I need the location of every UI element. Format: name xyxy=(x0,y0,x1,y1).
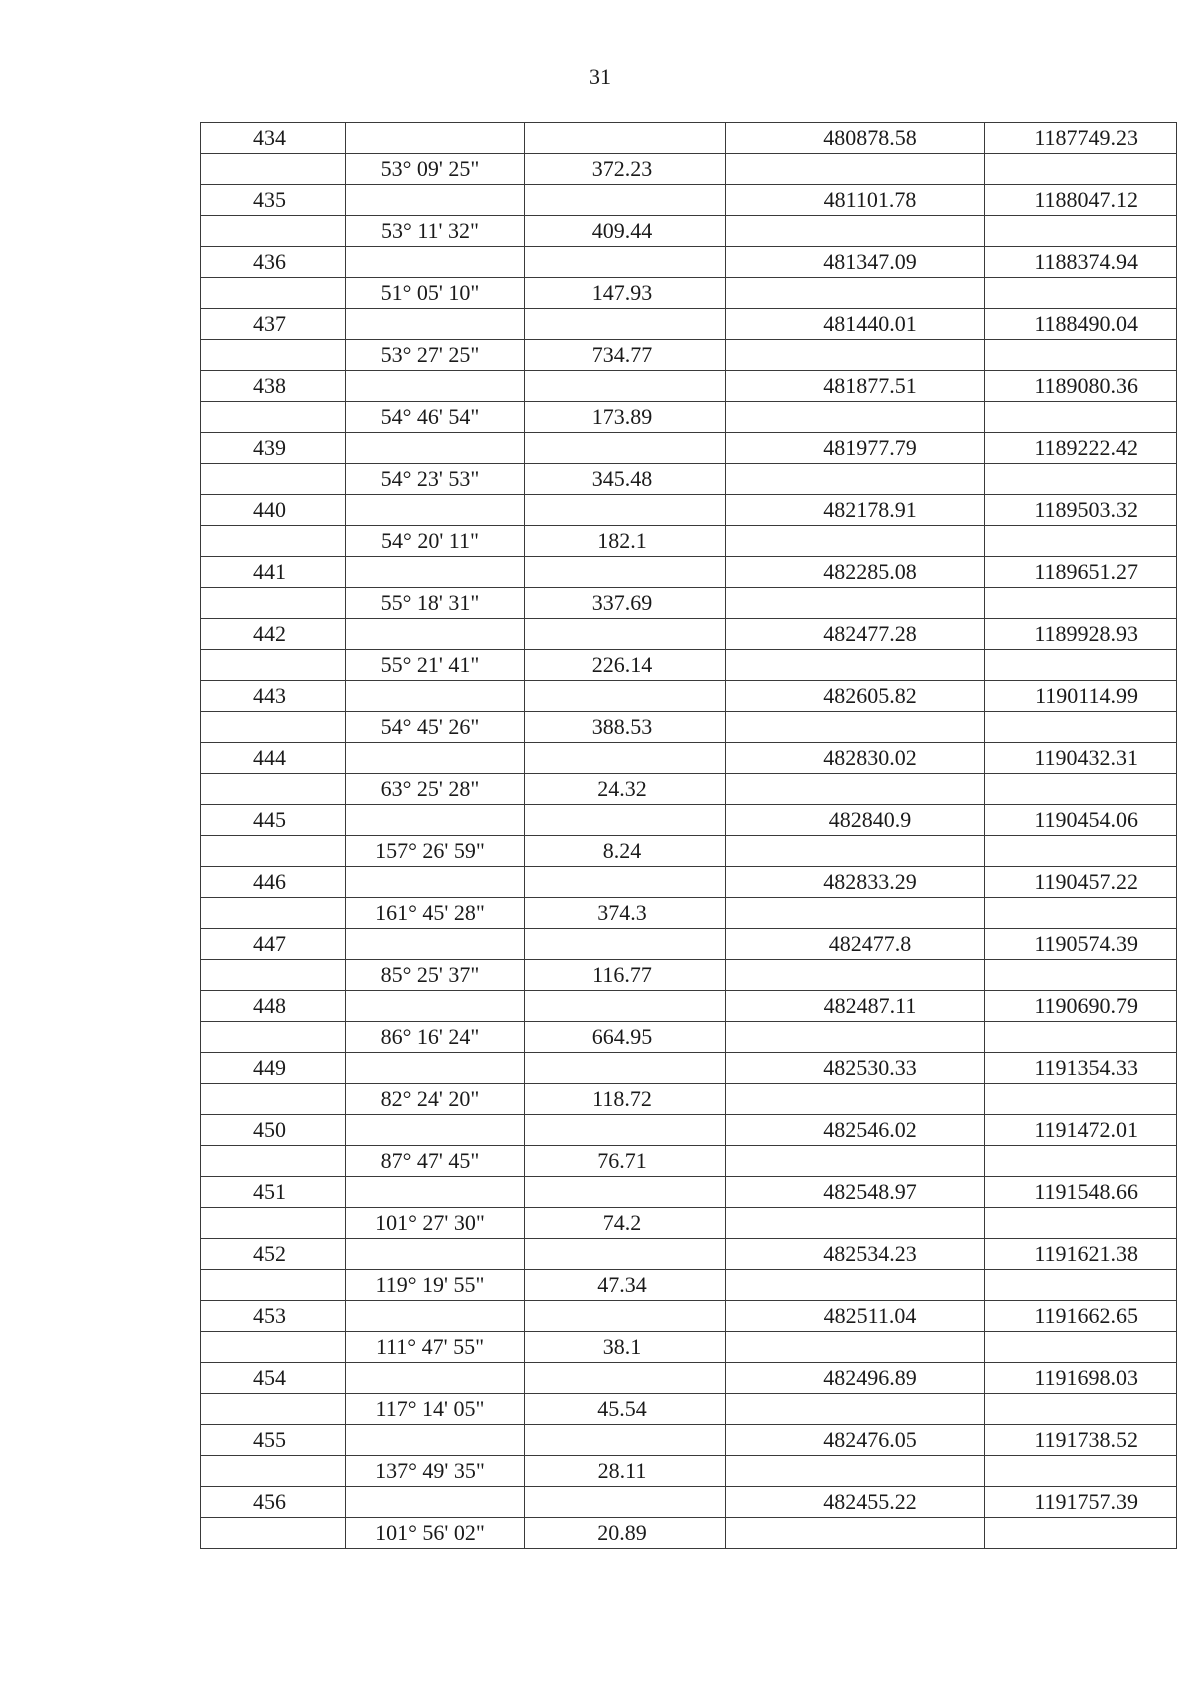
northing-cell: 482178.91 xyxy=(726,495,985,526)
table-row xyxy=(201,464,1177,495)
empty-cell xyxy=(985,1332,1177,1363)
empty-cell xyxy=(346,1239,525,1270)
table-row xyxy=(201,867,1177,898)
distance-cell: 74.2 xyxy=(525,1208,726,1239)
empty-cell xyxy=(726,1146,985,1177)
empty-cell xyxy=(201,1084,346,1115)
table-row xyxy=(201,929,1177,960)
table-row xyxy=(201,247,1177,278)
bearing-cell: 63° 25' 28" xyxy=(346,774,525,805)
table-row xyxy=(201,216,1177,247)
station-cell: 438 xyxy=(201,371,346,402)
empty-cell xyxy=(346,247,525,278)
empty-cell xyxy=(726,1518,985,1549)
distance-cell: 45.54 xyxy=(525,1394,726,1425)
station-cell: 453 xyxy=(201,1301,346,1332)
bearing-cell: 54° 20' 11" xyxy=(346,526,525,557)
empty-cell xyxy=(346,371,525,402)
table-row xyxy=(201,495,1177,526)
empty-cell xyxy=(985,650,1177,681)
empty-cell xyxy=(201,464,346,495)
empty-cell xyxy=(201,1208,346,1239)
empty-cell xyxy=(525,371,726,402)
easting-cell: 1191698.03 xyxy=(985,1363,1177,1394)
easting-cell: 1191662.65 xyxy=(985,1301,1177,1332)
distance-cell: 24.32 xyxy=(525,774,726,805)
empty-cell xyxy=(346,619,525,650)
bearing-cell: 161° 45' 28" xyxy=(346,898,525,929)
empty-cell xyxy=(346,743,525,774)
empty-cell xyxy=(726,1270,985,1301)
empty-cell xyxy=(726,526,985,557)
bearing-cell: 101° 56' 02" xyxy=(346,1518,525,1549)
station-cell: 447 xyxy=(201,929,346,960)
empty-cell xyxy=(726,1208,985,1239)
empty-cell xyxy=(201,1022,346,1053)
table-row xyxy=(201,154,1177,185)
station-cell: 450 xyxy=(201,1115,346,1146)
easting-cell: 1188490.04 xyxy=(985,309,1177,340)
distance-cell: 38.1 xyxy=(525,1332,726,1363)
station-cell: 456 xyxy=(201,1487,346,1518)
empty-cell xyxy=(346,495,525,526)
station-cell: 445 xyxy=(201,805,346,836)
empty-cell xyxy=(985,1022,1177,1053)
table-row xyxy=(201,1084,1177,1115)
easting-cell: 1190114.99 xyxy=(985,681,1177,712)
northing-cell: 482546.02 xyxy=(726,1115,985,1146)
table-row xyxy=(201,991,1177,1022)
empty-cell xyxy=(985,1270,1177,1301)
station-cell: 452 xyxy=(201,1239,346,1270)
empty-cell xyxy=(985,154,1177,185)
easting-cell: 1189503.32 xyxy=(985,495,1177,526)
bearing-cell: 53° 11' 32" xyxy=(346,216,525,247)
easting-cell: 1189651.27 xyxy=(985,557,1177,588)
northing-cell: 482830.02 xyxy=(726,743,985,774)
distance-cell: 182.1 xyxy=(525,526,726,557)
table-row xyxy=(201,1239,1177,1270)
table-row xyxy=(201,123,1177,154)
northing-cell: 480878.58 xyxy=(726,123,985,154)
empty-cell xyxy=(726,402,985,433)
empty-cell xyxy=(201,1270,346,1301)
empty-cell xyxy=(525,309,726,340)
table-row xyxy=(201,1332,1177,1363)
easting-cell: 1187749.23 xyxy=(985,123,1177,154)
empty-cell xyxy=(346,805,525,836)
easting-cell: 1191621.38 xyxy=(985,1239,1177,1270)
bearing-cell: 117° 14' 05" xyxy=(346,1394,525,1425)
table-row xyxy=(201,1208,1177,1239)
empty-cell xyxy=(726,1456,985,1487)
empty-cell xyxy=(201,340,346,371)
empty-cell xyxy=(201,650,346,681)
distance-cell: 173.89 xyxy=(525,402,726,433)
table-row xyxy=(201,1394,1177,1425)
station-cell: 437 xyxy=(201,309,346,340)
empty-cell xyxy=(985,216,1177,247)
empty-cell xyxy=(525,619,726,650)
empty-cell xyxy=(726,154,985,185)
empty-cell xyxy=(346,1053,525,1084)
empty-cell xyxy=(726,650,985,681)
table-row xyxy=(201,526,1177,557)
northing-cell: 481347.09 xyxy=(726,247,985,278)
empty-cell xyxy=(525,1115,726,1146)
easting-cell: 1191548.66 xyxy=(985,1177,1177,1208)
easting-cell: 1191738.52 xyxy=(985,1425,1177,1456)
empty-cell xyxy=(726,464,985,495)
northing-cell: 482496.89 xyxy=(726,1363,985,1394)
table-row xyxy=(201,278,1177,309)
station-cell: 436 xyxy=(201,247,346,278)
table-row xyxy=(201,1456,1177,1487)
bearing-cell: 137° 49' 35" xyxy=(346,1456,525,1487)
bearing-cell: 53° 27' 25" xyxy=(346,340,525,371)
table-row xyxy=(201,1270,1177,1301)
empty-cell xyxy=(346,991,525,1022)
northing-cell: 482840.9 xyxy=(726,805,985,836)
table-row xyxy=(201,309,1177,340)
empty-cell xyxy=(985,1208,1177,1239)
empty-cell xyxy=(525,743,726,774)
bearing-cell: 55° 21' 41" xyxy=(346,650,525,681)
empty-cell xyxy=(525,867,726,898)
empty-cell xyxy=(346,433,525,464)
distance-cell: 8.24 xyxy=(525,836,726,867)
empty-cell xyxy=(346,1115,525,1146)
northing-cell: 482548.97 xyxy=(726,1177,985,1208)
empty-cell xyxy=(726,1394,985,1425)
empty-cell xyxy=(985,1084,1177,1115)
bearing-cell: 54° 46' 54" xyxy=(346,402,525,433)
table-row xyxy=(201,185,1177,216)
bearing-cell: 51° 05' 10" xyxy=(346,278,525,309)
empty-cell xyxy=(525,433,726,464)
empty-cell xyxy=(985,340,1177,371)
table-row xyxy=(201,1425,1177,1456)
empty-cell xyxy=(726,340,985,371)
distance-cell: 118.72 xyxy=(525,1084,726,1115)
empty-cell xyxy=(525,185,726,216)
empty-cell xyxy=(726,836,985,867)
northing-cell: 482487.11 xyxy=(726,991,985,1022)
table-row xyxy=(201,650,1177,681)
empty-cell xyxy=(201,402,346,433)
easting-cell: 1191757.39 xyxy=(985,1487,1177,1518)
table-row xyxy=(201,619,1177,650)
empty-cell xyxy=(201,278,346,309)
empty-cell xyxy=(201,1332,346,1363)
table-row xyxy=(201,1301,1177,1332)
table-row xyxy=(201,1177,1177,1208)
table-row xyxy=(201,433,1177,464)
empty-cell xyxy=(726,216,985,247)
empty-cell xyxy=(985,774,1177,805)
station-cell: 446 xyxy=(201,867,346,898)
empty-cell xyxy=(201,774,346,805)
northing-cell: 482455.22 xyxy=(726,1487,985,1518)
empty-cell xyxy=(346,123,525,154)
empty-cell xyxy=(525,805,726,836)
empty-cell xyxy=(985,1518,1177,1549)
empty-cell xyxy=(985,1456,1177,1487)
empty-cell xyxy=(525,495,726,526)
bearing-cell: 119° 19' 55" xyxy=(346,1270,525,1301)
station-cell: 449 xyxy=(201,1053,346,1084)
station-cell: 444 xyxy=(201,743,346,774)
empty-cell xyxy=(346,1487,525,1518)
empty-cell xyxy=(346,929,525,960)
coordinate-table xyxy=(200,122,1177,1549)
empty-cell xyxy=(985,526,1177,557)
bearing-cell: 157° 26' 59" xyxy=(346,836,525,867)
table-row xyxy=(201,960,1177,991)
table-row xyxy=(201,1146,1177,1177)
bearing-cell: 101° 27' 30" xyxy=(346,1208,525,1239)
empty-cell xyxy=(201,1456,346,1487)
table-row xyxy=(201,1115,1177,1146)
distance-cell: 47.34 xyxy=(525,1270,726,1301)
easting-cell: 1191354.33 xyxy=(985,1053,1177,1084)
empty-cell xyxy=(201,216,346,247)
northing-cell: 482476.05 xyxy=(726,1425,985,1456)
empty-cell xyxy=(346,309,525,340)
easting-cell: 1191472.01 xyxy=(985,1115,1177,1146)
distance-cell: 372.23 xyxy=(525,154,726,185)
easting-cell: 1189080.36 xyxy=(985,371,1177,402)
distance-cell: 374.3 xyxy=(525,898,726,929)
northing-cell: 481977.79 xyxy=(726,433,985,464)
page-number: 31 xyxy=(589,64,611,89)
station-cell: 439 xyxy=(201,433,346,464)
empty-cell xyxy=(525,1363,726,1394)
empty-cell xyxy=(985,836,1177,867)
easting-cell: 1190454.06 xyxy=(985,805,1177,836)
empty-cell xyxy=(726,1332,985,1363)
station-cell: 454 xyxy=(201,1363,346,1394)
bearing-cell: 87° 47' 45" xyxy=(346,1146,525,1177)
distance-cell: 664.95 xyxy=(525,1022,726,1053)
empty-cell xyxy=(525,123,726,154)
northing-cell: 482285.08 xyxy=(726,557,985,588)
table-row xyxy=(201,340,1177,371)
empty-cell xyxy=(985,1394,1177,1425)
northing-cell: 482511.04 xyxy=(726,1301,985,1332)
station-cell: 434 xyxy=(201,123,346,154)
table-row xyxy=(201,712,1177,743)
table-body xyxy=(201,123,1177,1549)
bearing-cell: 85° 25' 37" xyxy=(346,960,525,991)
station-cell: 440 xyxy=(201,495,346,526)
empty-cell xyxy=(525,1239,726,1270)
empty-cell xyxy=(346,1177,525,1208)
bearing-cell: 54° 45' 26" xyxy=(346,712,525,743)
northing-cell: 482605.82 xyxy=(726,681,985,712)
empty-cell xyxy=(525,1425,726,1456)
easting-cell: 1190457.22 xyxy=(985,867,1177,898)
empty-cell xyxy=(985,898,1177,929)
easting-cell: 1189222.42 xyxy=(985,433,1177,464)
distance-cell: 147.93 xyxy=(525,278,726,309)
empty-cell xyxy=(985,402,1177,433)
northing-cell: 481101.78 xyxy=(726,185,985,216)
northing-cell: 481877.51 xyxy=(726,371,985,402)
bearing-cell: 82° 24' 20" xyxy=(346,1084,525,1115)
distance-cell: 345.48 xyxy=(525,464,726,495)
empty-cell xyxy=(726,960,985,991)
distance-cell: 337.69 xyxy=(525,588,726,619)
distance-cell: 388.53 xyxy=(525,712,726,743)
distance-cell: 226.14 xyxy=(525,650,726,681)
northing-cell: 482477.8 xyxy=(726,929,985,960)
table-row xyxy=(201,402,1177,433)
station-cell: 441 xyxy=(201,557,346,588)
station-cell: 442 xyxy=(201,619,346,650)
empty-cell xyxy=(525,1301,726,1332)
empty-cell xyxy=(726,1022,985,1053)
northing-cell: 482833.29 xyxy=(726,867,985,898)
empty-cell xyxy=(525,247,726,278)
empty-cell xyxy=(346,681,525,712)
table-row xyxy=(201,1053,1177,1084)
easting-cell: 1190574.39 xyxy=(985,929,1177,960)
empty-cell xyxy=(726,774,985,805)
distance-cell: 409.44 xyxy=(525,216,726,247)
table-row xyxy=(201,1518,1177,1549)
empty-cell xyxy=(201,712,346,743)
empty-cell xyxy=(346,1363,525,1394)
station-cell: 455 xyxy=(201,1425,346,1456)
distance-cell: 116.77 xyxy=(525,960,726,991)
empty-cell xyxy=(346,1301,525,1332)
table-row xyxy=(201,1487,1177,1518)
table-row xyxy=(201,743,1177,774)
empty-cell xyxy=(346,557,525,588)
table-row xyxy=(201,774,1177,805)
empty-cell xyxy=(201,588,346,619)
distance-cell: 76.71 xyxy=(525,1146,726,1177)
empty-cell xyxy=(201,154,346,185)
table-row xyxy=(201,371,1177,402)
table-row xyxy=(201,1022,1177,1053)
table-row xyxy=(201,836,1177,867)
easting-cell: 1190432.31 xyxy=(985,743,1177,774)
easting-cell: 1188047.12 xyxy=(985,185,1177,216)
table-row xyxy=(201,1363,1177,1394)
empty-cell xyxy=(525,991,726,1022)
northing-cell: 481440.01 xyxy=(726,309,985,340)
table-row xyxy=(201,588,1177,619)
bearing-cell: 54° 23' 53" xyxy=(346,464,525,495)
empty-cell xyxy=(201,1394,346,1425)
empty-cell xyxy=(525,557,726,588)
bearing-cell: 55° 18' 31" xyxy=(346,588,525,619)
northing-cell: 482477.28 xyxy=(726,619,985,650)
empty-cell xyxy=(726,712,985,743)
bearing-cell: 86° 16' 24" xyxy=(346,1022,525,1053)
station-cell: 435 xyxy=(201,185,346,216)
table-row xyxy=(201,557,1177,588)
empty-cell xyxy=(525,681,726,712)
empty-cell xyxy=(985,464,1177,495)
table-row xyxy=(201,898,1177,929)
empty-cell xyxy=(726,588,985,619)
distance-cell: 734.77 xyxy=(525,340,726,371)
empty-cell xyxy=(525,1487,726,1518)
empty-cell xyxy=(201,1518,346,1549)
empty-cell xyxy=(726,1084,985,1115)
easting-cell: 1189928.93 xyxy=(985,619,1177,650)
empty-cell xyxy=(525,929,726,960)
table-row xyxy=(201,681,1177,712)
empty-cell xyxy=(346,867,525,898)
bearing-cell: 111° 47' 55" xyxy=(346,1332,525,1363)
empty-cell xyxy=(726,898,985,929)
empty-cell xyxy=(346,1425,525,1456)
empty-cell xyxy=(985,712,1177,743)
bearing-cell: 53° 09' 25" xyxy=(346,154,525,185)
easting-cell: 1188374.94 xyxy=(985,247,1177,278)
empty-cell xyxy=(201,898,346,929)
northing-cell: 482530.33 xyxy=(726,1053,985,1084)
station-cell: 448 xyxy=(201,991,346,1022)
empty-cell xyxy=(525,1053,726,1084)
empty-cell xyxy=(525,1177,726,1208)
empty-cell xyxy=(726,278,985,309)
empty-cell xyxy=(201,526,346,557)
northing-cell: 482534.23 xyxy=(726,1239,985,1270)
distance-cell: 28.11 xyxy=(525,1456,726,1487)
easting-cell: 1190690.79 xyxy=(985,991,1177,1022)
empty-cell xyxy=(985,588,1177,619)
empty-cell xyxy=(201,836,346,867)
empty-cell xyxy=(346,185,525,216)
distance-cell: 20.89 xyxy=(525,1518,726,1549)
table-row xyxy=(201,805,1177,836)
empty-cell xyxy=(201,1146,346,1177)
empty-cell xyxy=(201,960,346,991)
empty-cell xyxy=(985,278,1177,309)
empty-cell xyxy=(985,1146,1177,1177)
station-cell: 443 xyxy=(201,681,346,712)
station-cell: 451 xyxy=(201,1177,346,1208)
empty-cell xyxy=(985,960,1177,991)
